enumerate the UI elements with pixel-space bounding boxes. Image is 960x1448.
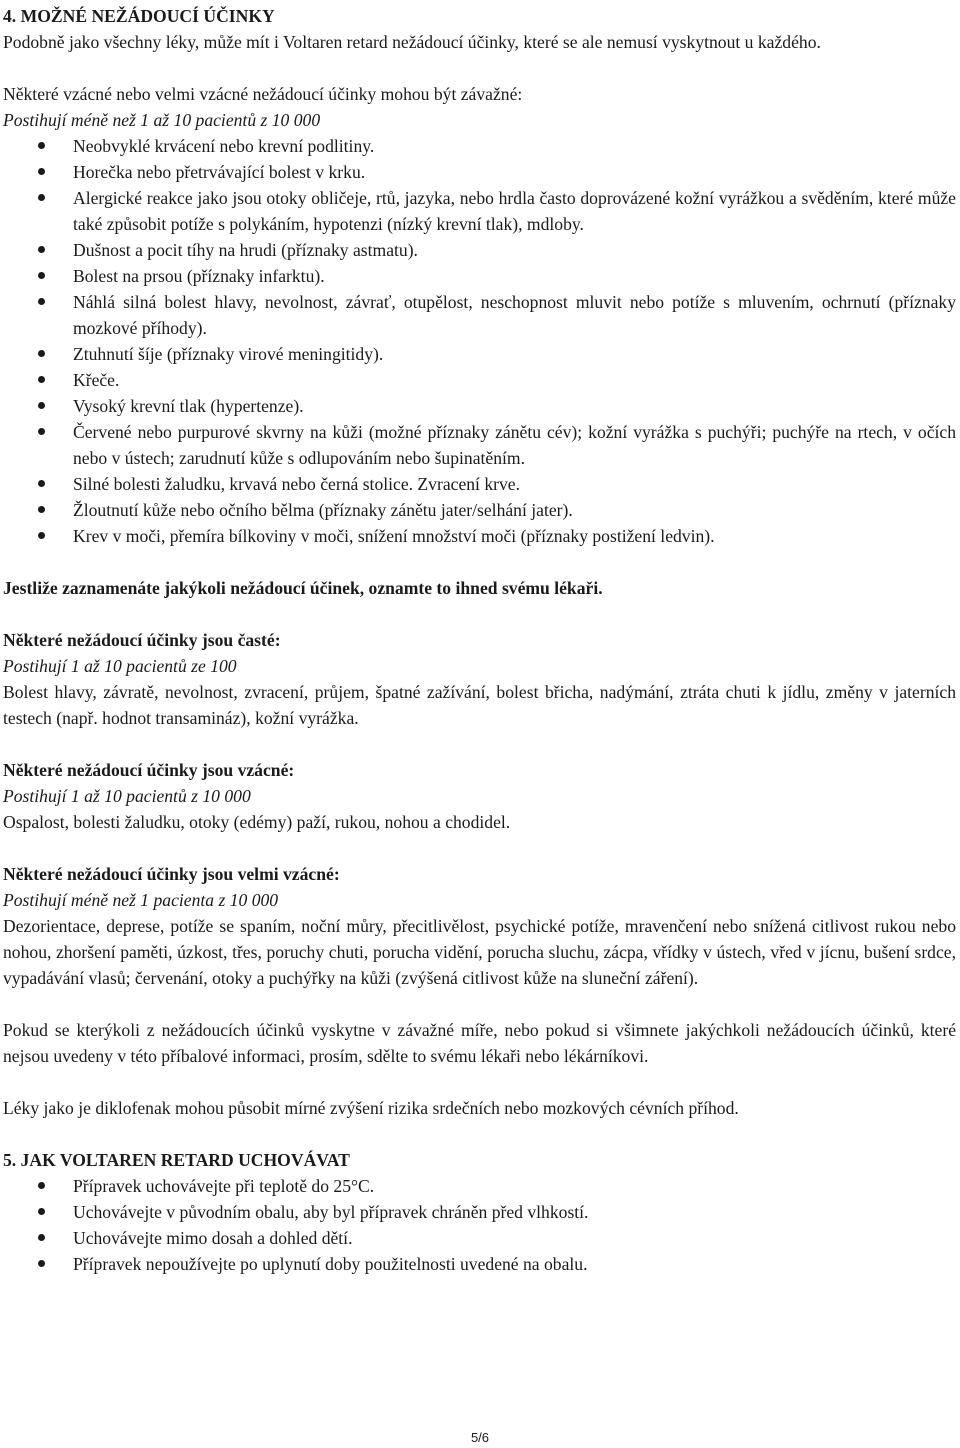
- bullet-icon: [38, 1260, 45, 1267]
- section-4-intro: Podobně jako všechny léky, může mít i Voltaren retard nežádoucí účinky, které se ale nemusí vyskytnout u každého.: [3, 32, 821, 52]
- list-item: Alergické reakce jako jsou otoky obličeje, rtů, jazyka, nebo hrdla často doprovázené kožní vyrážkou a svěděním, které může také způsobit potíže s polykáním, hypotenzi (nízký krevní tlak), mdloby.: [3, 185, 956, 237]
- common-title: Některé nežádoucí účinky jsou časté:: [3, 630, 281, 650]
- warning-text: Jestliže zaznamenáte jakýkoli nežádoucí účinek, oznamte to ihned svému lékaři.: [3, 578, 603, 598]
- very-rare-frequency: Postihují méně než 1 pacienta z 10 000: [3, 890, 279, 910]
- list-item: Neobvyklé krvácení nebo krevní podlitiny.: [3, 133, 956, 159]
- list-item: Vysoký krevní tlak (hypertenze).: [3, 393, 956, 419]
- spacer: [3, 835, 956, 861]
- rare-frequency: Postihují 1 až 10 pacientů z 10 000: [3, 786, 251, 806]
- list-item: Uchovávejte v původním obalu, aby byl přípravek chráněn před vlhkostí.: [3, 1199, 956, 1225]
- bullet-icon: [38, 532, 45, 539]
- spacer: [3, 991, 956, 1017]
- bullet-icon: [38, 350, 45, 357]
- list-item: Uchovávejte mimo dosah a dohled dětí.: [3, 1225, 956, 1251]
- serious-frequency: Postihují méně než 1 až 10 pacientů z 10 000: [3, 110, 321, 130]
- list-item: Ztuhnutí šíje (příznaky virové meningitidy).: [3, 341, 956, 367]
- list-item: Křeče.: [3, 367, 956, 393]
- storage-list: [3, 1173, 956, 1277]
- very-rare-text: Dezorientace, deprese, potíže se spaním, noční můry, přecitlivělost, psychické potíže, mravenčení nebo snížená citlivost rukou nebo nohou, zhoršení paměti, úzkost, třes, poruchy chuti, porucha vidění, porucha sluchu, zácpa, vřídky v ústech, vřed v jícnu, bušení srdce, vypadávání vlasů; červenání, otoky a puchýřky na kůži (zvýšená citlivost kůže na sluneční záření).: [3, 916, 956, 988]
- rare-text: Ospalost, bolesti žaludku, otoky (edémy) paží, rukou, nohou a chodidel.: [3, 812, 511, 832]
- list-item: Bolest na prsou (příznaky infarktu).: [3, 263, 956, 289]
- bullet-icon: [38, 1208, 45, 1215]
- spacer: [3, 1069, 956, 1095]
- serious-intro: Některé vzácné nebo velmi vzácné nežádoucí účinky mohou být závažné:: [3, 84, 523, 104]
- bullet-icon: [38, 168, 45, 175]
- bullet-icon: [38, 480, 45, 487]
- list-item: Přípravek uchovávejte při teplotě do 25°C.: [3, 1173, 956, 1199]
- document-page: [3, 3, 956, 1277]
- section-4-title: 4. MOŽNÉ NEŽÁDOUCÍ ÚČINKY: [3, 6, 275, 26]
- bullet-icon: [38, 402, 45, 409]
- spacer: [3, 55, 956, 81]
- bullet-icon: [38, 246, 45, 253]
- common-text: Bolest hlavy, závratě, nevolnost, zvracení, průjem, špatné zažívání, bolest břicha, nadýmání, ztráta chuti k jídlu, změny v jaterních testech (např. hodnot transamináz), kožní vyrážka.: [3, 682, 956, 728]
- bullet-icon: [38, 272, 45, 279]
- bullet-icon: [38, 142, 45, 149]
- spacer: [3, 549, 956, 575]
- bullet-icon: [38, 298, 45, 305]
- bullet-icon: [38, 1182, 45, 1189]
- bullet-icon: [38, 1234, 45, 1241]
- page-number: 5/6: [470, 1430, 490, 1445]
- bullet-icon: [38, 506, 45, 513]
- bullet-icon: [38, 428, 45, 435]
- list-item: Náhlá silná bolest hlavy, nevolnost, závrať, otupělost, neschopnost mluvit nebo potíže s mluvením, ochrnutí (příznaky mozkové příhody).: [3, 289, 956, 341]
- section-5-title: 5. JAK VOLTAREN RETARD UCHOVÁVAT: [3, 1150, 350, 1170]
- rare-title: Některé nežádoucí účinky jsou vzácné:: [3, 760, 295, 780]
- report-text: Pokud se kterýkoli z nežádoucích účinků vyskytne v závažné míře, nebo pokud si všimnete jakýchkoli nežádoucích účinků, které nejsou uvedeny v této příbalové informaci, prosím, sdělte to svému lékaři nebo lékárníkovi.: [3, 1020, 956, 1066]
- list-item: Silné bolesti žaludku, krvavá nebo černá stolice. Zvracení krve.: [3, 471, 956, 497]
- bullet-icon: [38, 376, 45, 383]
- serious-effects-list: [3, 133, 956, 549]
- list-item: Přípravek nepoužívejte po uplynutí doby použitelnosti uvedené na obalu.: [3, 1251, 956, 1277]
- list-item: Červené nebo purpurové skvrny na kůži (možné příznaky zánětu cév); kožní vyrážka s puchýři; puchýře na rtech, v očích nebo v ústech; zarudnutí kůže s odlupováním nebo šupinatěním.: [3, 419, 956, 471]
- list-item: Horečka nebo přetrvávající bolest v krku.: [3, 159, 956, 185]
- list-item: Žloutnutí kůže nebo očního bělma (příznaky zánětu jater/selhání jater).: [3, 497, 956, 523]
- spacer: [3, 731, 956, 757]
- list-item: Krev v moči, přemíra bílkoviny v moči, snížení množství moči (příznaky postižení ledvin).: [3, 523, 956, 549]
- spacer: [3, 1121, 956, 1147]
- list-item: Dušnost a pocit tíhy na hrudi (příznaky astmatu).: [3, 237, 956, 263]
- risk-text: Léky jako je diklofenak mohou působit mírné zvýšení rizika srdečních nebo mozkových cévních příhod.: [3, 1098, 739, 1118]
- common-frequency: Postihují 1 až 10 pacientů ze 100: [3, 656, 237, 676]
- spacer: [3, 601, 956, 627]
- very-rare-title: Některé nežádoucí účinky jsou velmi vzácné:: [3, 864, 340, 884]
- bullet-icon: [38, 194, 45, 201]
